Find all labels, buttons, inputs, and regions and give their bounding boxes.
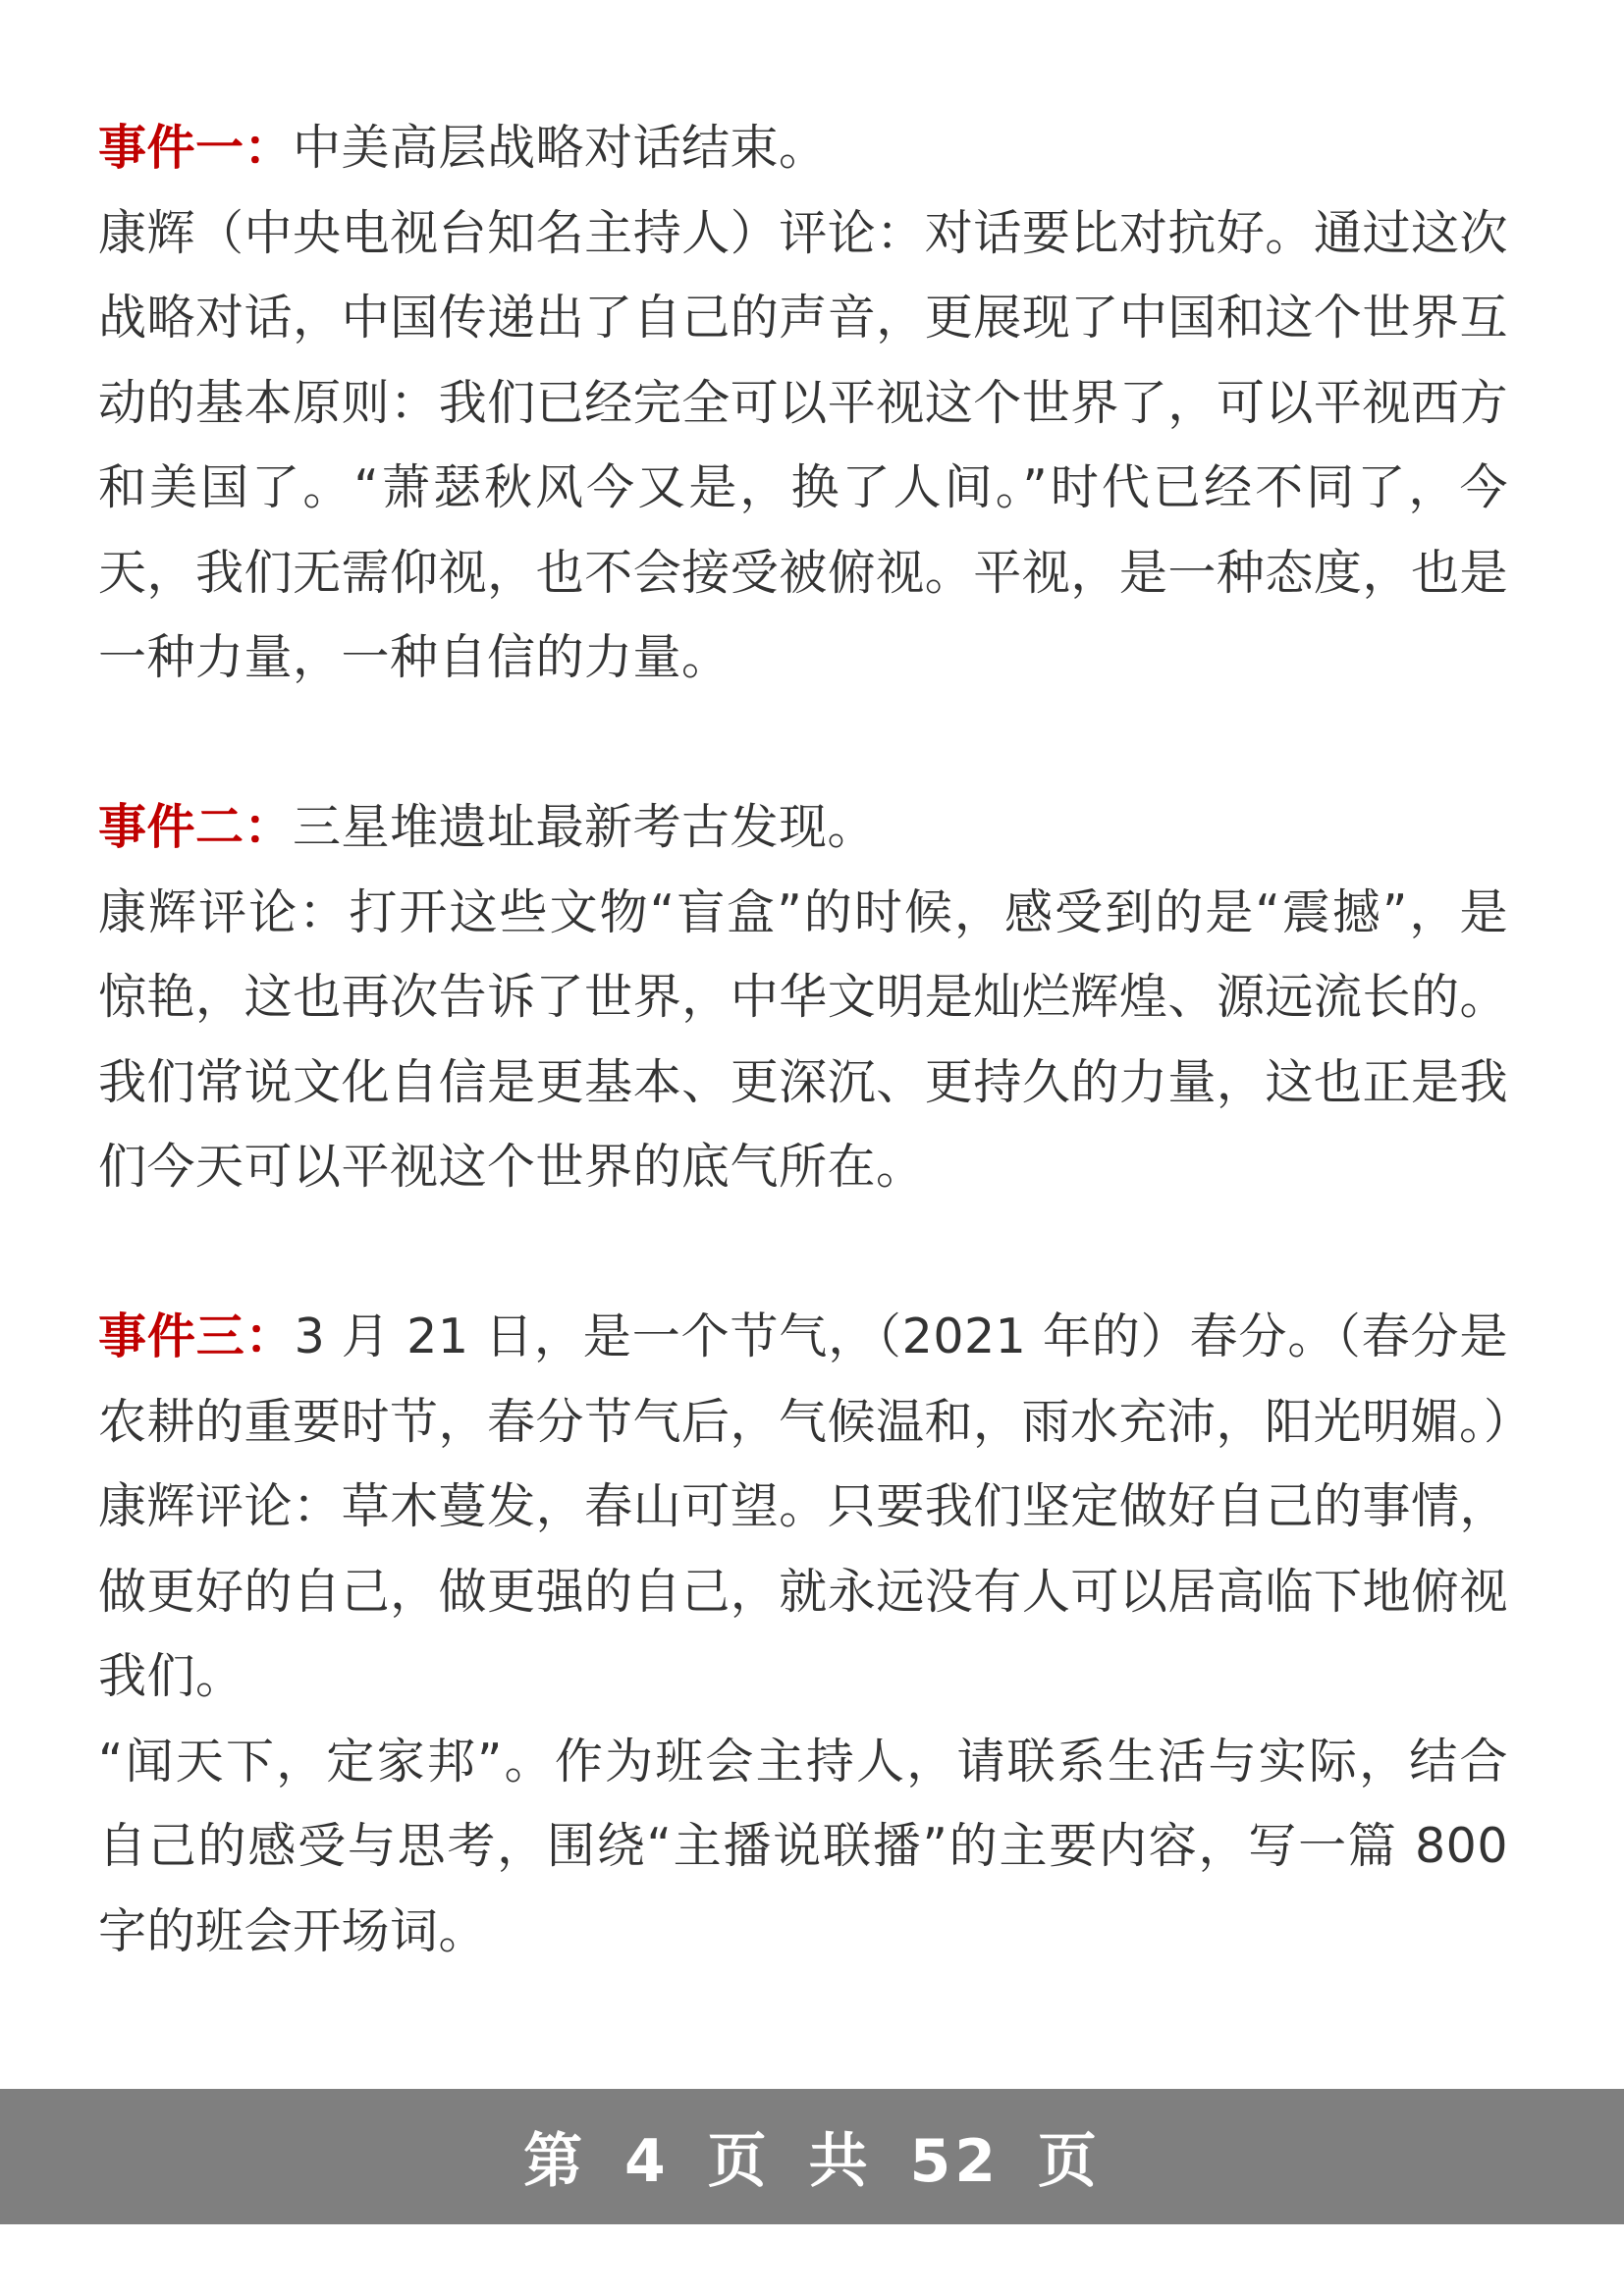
event-1-label: 事件一：	[98, 120, 294, 176]
event-1	[98, 106, 1508, 701]
event-1-comment: 康辉（中央电视台知名主持人）评论：对话要比对抗好。通过这次战略对话，中国传递出了自己的声音，更展现了中国和这个世界互动的基本原则：我们已经完全可以平视这个世界了，可以平视西方和美国了。“萧瑟秋风今又是，换了人间。”时代已经不同了，今天，我们无需仰视，也不会接受被俯视。平视，是一种态度，也是一种力量，一种自信的力量。	[98, 204, 1508, 685]
page-footer	[0, 2089, 1624, 2224]
event-1-title: 中美高层战略对话结束。	[293, 120, 828, 176]
page-number: 第 4 页 共 52 页	[523, 2127, 1101, 2196]
event-1-heading	[98, 106, 1508, 191]
event-2-heading	[98, 785, 1508, 871]
event-3-heading	[98, 1295, 1533, 1465]
document-body	[98, 106, 1533, 1974]
event-2-label: 事件二：	[98, 799, 294, 855]
event-2	[98, 785, 1508, 1210]
event-3-title: 3 月 21 日，是一个节气，（2021 年的）春分。（春分是农耕的重要时节，春分节气后，气候温和，雨水充沛，阳光明媚。）	[98, 1308, 1533, 1450]
event-3-comment: 康辉评论：草木蔓发，春山可望。只要我们坚定做好自己的事情，做更好的自己，做更强的自己，就永远没有人可以居高临下地俯视我们。	[98, 1478, 1508, 1704]
paragraph-spacer	[98, 701, 1508, 786]
event-3	[98, 1295, 1533, 1720]
paragraph-spacer	[98, 1210, 1508, 1296]
event-2-title: 三星堆遗址最新考古发现。	[293, 799, 877, 855]
event-3-label: 事件三：	[98, 1308, 295, 1364]
writing-task: “闻天下，定家邦”。作为班会主持人，请联系生活与实际，结合自己的感受与思考，围绕“主播说联播”的主要内容，写一篇 800 字的班会开场词。	[98, 1733, 1508, 1959]
event-2-comment: 康辉评论：打开这些文物“盲盒”的时候，感受到的是“震撼”，是惊艳，这也再次告诉了世界，中华文明是灿烂辉煌、源远流长的。我们常说文化自信是更基本、更深沉、更持久的力量，这也正是我们今天可以平视这个世界的底气所在。	[98, 883, 1508, 1195]
